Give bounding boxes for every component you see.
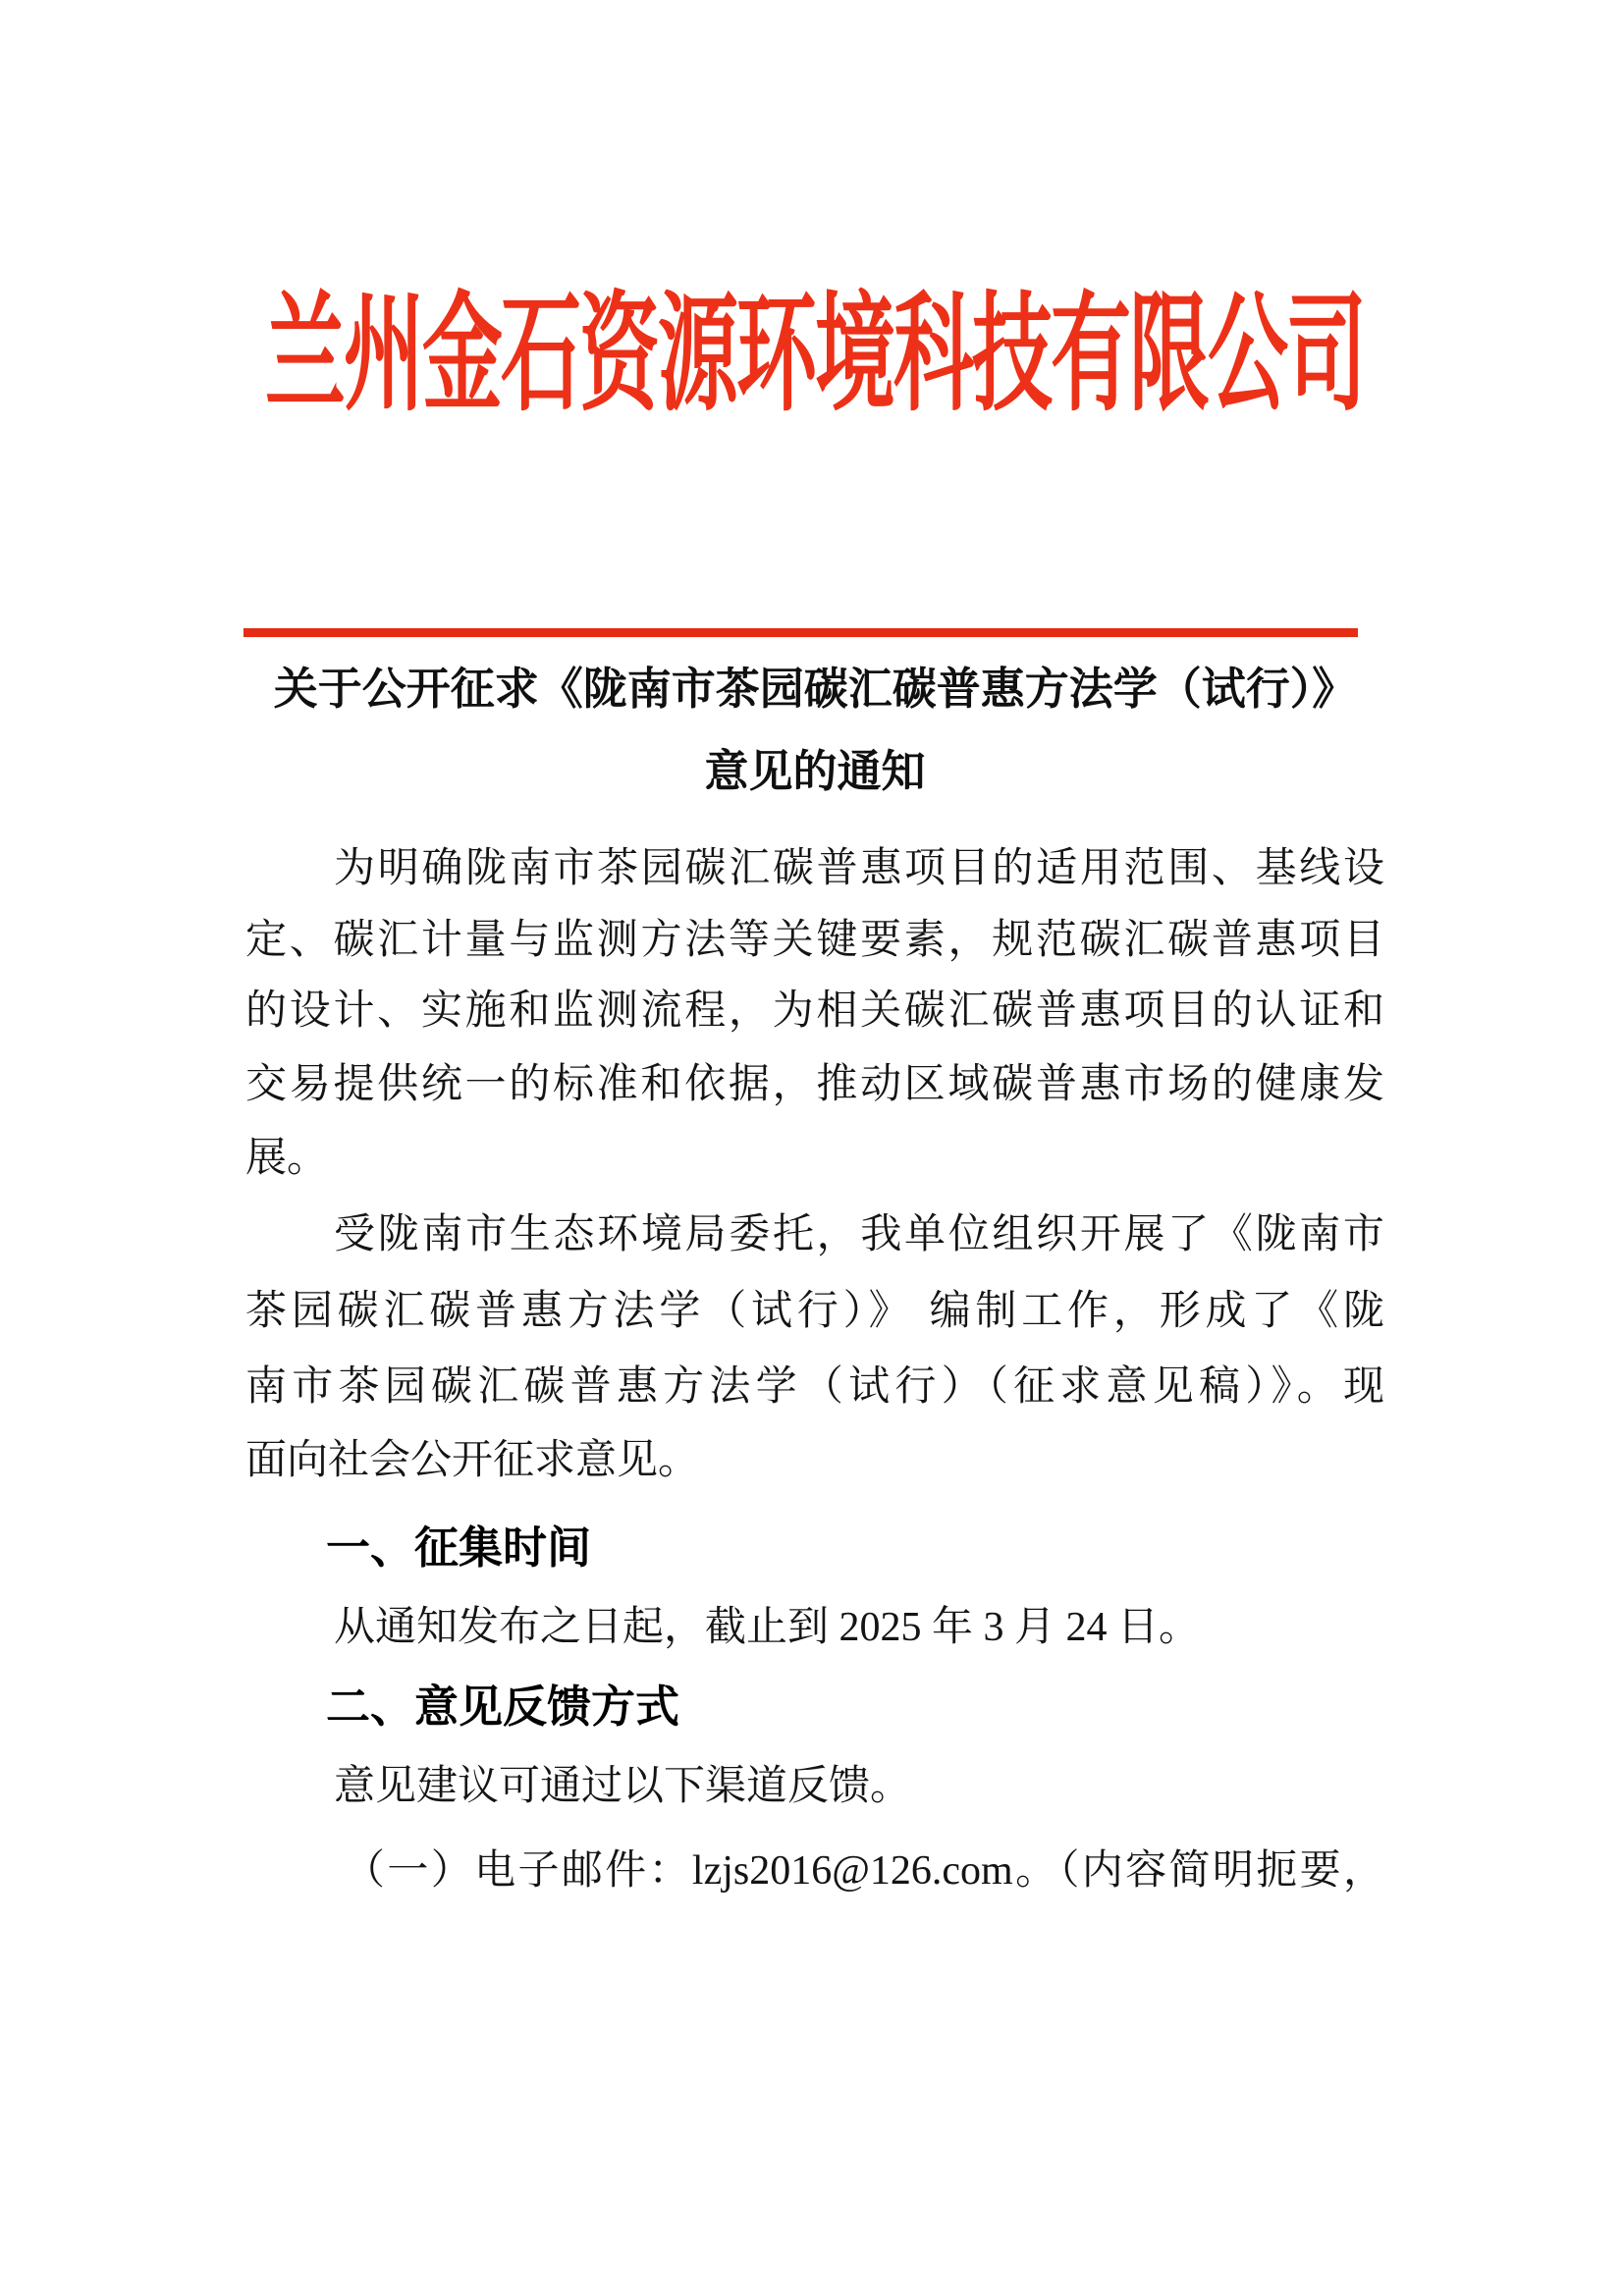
notice-title-line2: 意见的通知 xyxy=(704,747,926,796)
body-line: 为明确陇南市茶园碳汇碳普惠项目的适用范围、基线设 xyxy=(334,846,1384,891)
section-heading-feedback-method: 二、意见反馈方式 xyxy=(326,1682,680,1732)
body-line: 展。 xyxy=(245,1136,329,1181)
body-line: 茶园碳汇碳普惠方法学（试行）》 编制工作，形成了《陇 xyxy=(245,1289,1384,1334)
body-line: 的设计、实施和监测流程，为相关碳汇碳普惠项目的认证和 xyxy=(245,988,1384,1034)
body-line: 面向社会公开征求意见。 xyxy=(245,1438,700,1483)
body-line: 意见建议可通过以下渠道反馈。 xyxy=(334,1764,912,1809)
letterhead-divider xyxy=(243,628,1358,637)
body-line: 受陇南市生态环境局委托，我单位组织开展了《陇南市 xyxy=(334,1212,1384,1257)
section-heading-collection-time: 一、征集时间 xyxy=(326,1522,592,1573)
body-line-deadline: 从通知发布之日起，截止到 2025 年 3 月 24 日。 xyxy=(334,1605,1201,1650)
body-line-email: （一）电子邮件：lzjs2016@126.com。（内容简明扼要， xyxy=(344,1848,1384,1894)
notice-title-line1: 关于公开征求《陇南市茶园碳汇碳普惠方法学（试行）》 xyxy=(273,665,1357,714)
body-line: 南市茶园碳汇碳普惠方法学（试行）（征求意见稿）》。现 xyxy=(245,1364,1384,1410)
letterhead-company-name: 兰州金石资源环境科技有限公司 xyxy=(264,284,1365,427)
body-line: 定、碳汇计量与监测方法等关键要素，规范碳汇碳普惠项目 xyxy=(245,918,1384,963)
body-line: 交易提供统一的标准和依据，推动区域碳普惠市场的健康发 xyxy=(245,1062,1384,1107)
